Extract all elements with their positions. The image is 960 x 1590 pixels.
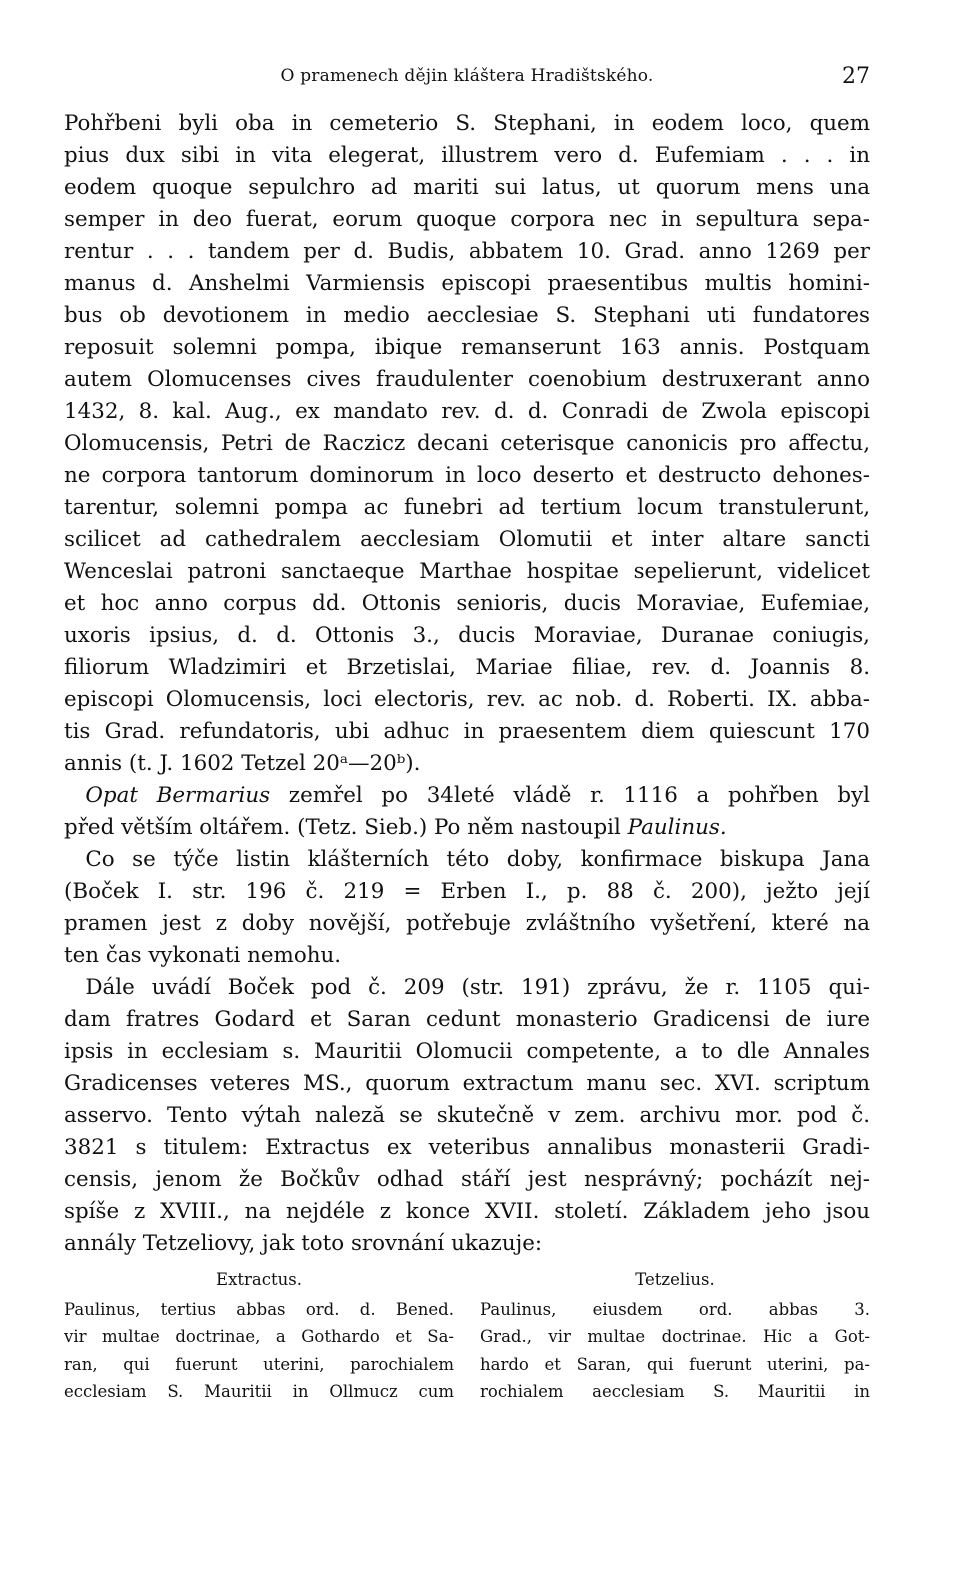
text-line: spíše z XVIII., na nejdéle z konce XVII. století. Základem jeho jsou	[64, 1199, 870, 1224]
column-tetzelius	[480, 1266, 870, 1406]
text-line: pramen jest z doby novější, potřebuje zvláštního vyšetření, které na	[64, 911, 870, 936]
text-line: autem Olomucenses cives fraudulenter coenobium destruxerant anno	[64, 367, 870, 392]
text-line: asservo. Tento výtah naleză se skutečně v zem. archivu mor. pod č.	[64, 1103, 870, 1128]
text-segment: Dále uvádí Boček pod č. 209 (str. 191) zprávu, že r. 1105 qui-	[85, 975, 870, 1000]
text-segment: zemřel po 34leté vládě r. 1116 a pohřben byl	[270, 783, 870, 808]
text-line: filiorum Wladzimiri et Brzetislai, Mariae filiae, rev. d. Joannis 8.	[64, 655, 870, 680]
running-title: O pramenech dějin kláštera Hradištského.	[280, 66, 654, 86]
text-line: tarentur, solemni pompa ac funebri ad tertium locum transtulerunt,	[64, 495, 870, 520]
text-line: censis, jenom že Bočkův odhad stáří jest nesprávný; pocházít nej-	[64, 1167, 870, 1192]
text-line: dam fratres Godard et Saran cedunt monasterio Gradicensi de iure	[64, 1007, 870, 1032]
text-line	[64, 972, 870, 1004]
text-line: pius dux sibi in vita elegerat, illustrem vero d. Eufemiam . . . in	[64, 143, 870, 168]
column-line: Paulinus, tertius abbas ord. d. Bened.	[64, 1299, 454, 1319]
column-line: hardo et Saran, qui fuerunt uterini, pa-	[480, 1354, 870, 1374]
column-line: Grad., vir multae doctrinae. Hic a Got-	[480, 1327, 870, 1346]
text-line: scilicet ad cathedralem aecclesiam Olomutii et inter altare sancti	[64, 527, 870, 552]
text-line: bus ob devotionem in medio aecclesiae S. Stephani uti fundatores	[64, 303, 870, 328]
text-segment: Co se týče listin klášterních této doby, konfirmace biskupa Jana	[85, 847, 870, 872]
book-page	[64, 58, 870, 1406]
text-line: ipsis in ecclesiam s. Mauritii Olomucii competente, a to dle Annales	[64, 1039, 870, 1064]
comparison-columns	[64, 1266, 870, 1406]
column-line: vir multae doctrinae, a Gothardo et Sa-	[64, 1327, 454, 1346]
italic-name: Opat Bermarius	[85, 783, 271, 808]
text-line: Gradicenses veteres MS., quorum extractum manu sec. XVI. scriptum	[64, 1071, 870, 1096]
column-extractus	[64, 1266, 454, 1406]
text-line: ten čas vykonati nemohu.	[64, 943, 342, 968]
page-number: 27	[842, 64, 870, 89]
text-line: reposuit solemni pompa, ibique remanserunt 163 annis. Postquam	[64, 335, 870, 360]
text-line: annály Tetzeliovy, jak toto srovnání ukazuje:	[64, 1231, 543, 1256]
italic-name: Paulinus.	[627, 815, 727, 840]
page-header	[64, 58, 870, 94]
paragraph-bocek	[64, 972, 870, 1260]
text-line: semper in deo fuerat, eorum quoque corpora nec in sepultura sepa-	[64, 207, 870, 232]
text-line: 1432, 8. kal. Aug., ex mandato rev. d. d. Conradi de Zwola episcopi	[64, 399, 870, 424]
text-line	[64, 844, 870, 876]
text-line: et hoc anno corpus dd. Ottonis senioris, ducis Moraviae, Eufemiae,	[64, 591, 870, 616]
text-line	[64, 812, 870, 844]
text-line	[64, 780, 870, 812]
text-line: manus d. Anshelmi Varmiensis episcopi praesentibus multis homini-	[64, 271, 870, 296]
column-line: ran, qui fuerunt uterini, parochialem	[64, 1354, 454, 1374]
text-line: eodem quoque sepulchro ad mariti sui latus, ut quorum mens una	[64, 175, 870, 200]
column-line: Paulinus, eiusdem ord. abbas 3.	[480, 1299, 870, 1319]
text-line: uxoris ipsius, d. d. Ottonis 3., ducis Moraviae, Duranae coniugis,	[64, 623, 870, 648]
text-segment: před větším oltářem. (Tetz. Sieb.) Po něm nastoupil	[64, 815, 628, 840]
text-line: rentur . . . tandem per d. Budis, abbatem 10. Grad. anno 1269 per	[64, 239, 870, 264]
column-line: ecclesiam S. Mauritii in Ollmucz cum	[64, 1382, 454, 1401]
paragraph-burial-latin	[64, 108, 870, 780]
text-line: Olomucensis, Petri de Raczicz decani ceterisque canonicis pro affectu,	[64, 431, 870, 456]
column-title: Extractus.	[216, 1270, 302, 1289]
paragraph-listiny	[64, 844, 870, 972]
main-text	[64, 108, 870, 1260]
column-line: rochialem aecclesiam S. Mauritii in	[480, 1382, 870, 1401]
text-line: (Boček I. str. 196 č. 219 = Erben I., p. 88 č. 200), ježto její	[64, 879, 870, 904]
text-line: Wenceslai patroni sanctaeque Marthae hospitae sepelierunt, videlicet	[64, 559, 870, 584]
column-title: Tetzelius.	[635, 1270, 715, 1289]
text-line: ne corpora tantorum dominorum in loco deserto et destructo dehones-	[64, 463, 870, 488]
paragraph-opat-bermarius	[64, 780, 870, 844]
text-line: annis (t. J. 1602 Tetzel 20ᵃ—20ᵇ).	[64, 751, 421, 776]
text-line: tis Grad. refundatoris, ubi adhuc in praesentem diem quiescunt 170	[64, 719, 870, 744]
text-line: 3821 s titulem: Extractus ex veteribus annalibus monasterii Gradi-	[64, 1135, 870, 1160]
text-line: Pohřbeni byli oba in cemeterio S. Stephani, in eodem loco, quem	[64, 111, 870, 136]
text-line: episcopi Olomucensis, loci electoris, rev. ac nob. d. Roberti. IX. abba-	[64, 687, 870, 712]
